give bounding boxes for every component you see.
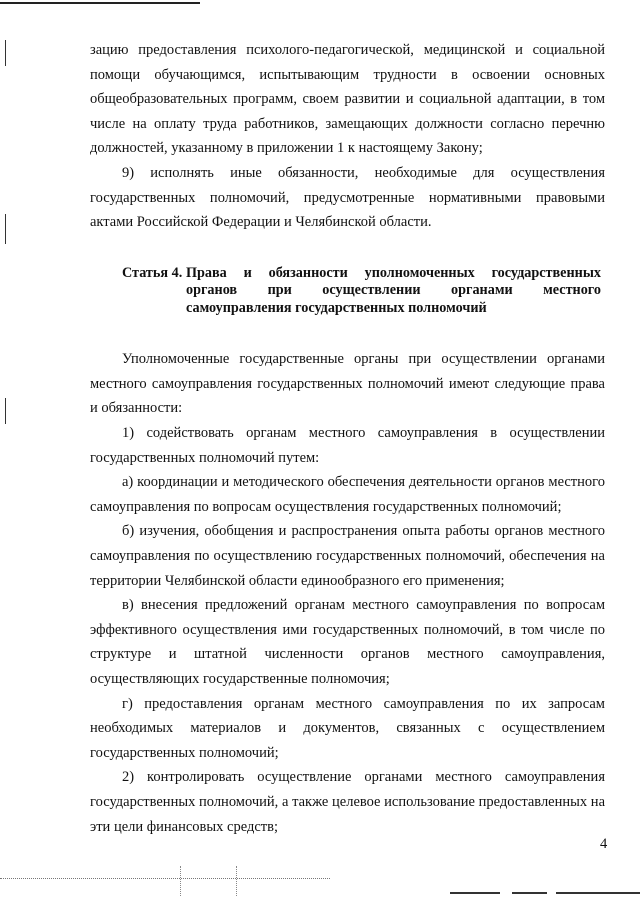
paragraph: Уполномоченные государственные органы при осуществлении органами местного самоуправления государственных полномочий имеют следующие права и обязанности:: [90, 351, 605, 417]
document-body: [90, 38, 605, 839]
paragraph: в) внесения предложений органам местного самоуправления по вопросам эффективного осуществления ими государственных полномочий, в том числе по структуре и штатной численности органов местного самоуправления, осуществляющих государственные полномочия;: [90, 597, 605, 687]
paragraph: а) координации и методического обеспечения деятельности органов местного самоуправления по вопросам осуществления государственных полномочий;: [90, 474, 605, 515]
paragraph: г) предоставления органам местного самоуправления по их запросам необходимых материалов и документов, связанных с осуществлением государственных полномочий;: [90, 695, 605, 761]
scan-mark: [180, 866, 182, 896]
article-number: Статья 4.: [122, 264, 183, 281]
scan-mark: [236, 866, 238, 896]
article-title: Права и обязанности уполномоченных государственных органов при осуществлении органами местного самоуправления государственных полномочий: [186, 264, 601, 316]
scan-dotted-line: [0, 878, 330, 880]
scan-mark: [5, 214, 6, 244]
bottom-rule: [450, 892, 500, 894]
top-rule: [0, 2, 200, 4]
bottom-rule: [512, 892, 547, 894]
bottom-rule: [556, 892, 640, 894]
scan-mark: [5, 398, 6, 424]
article-heading: [90, 265, 605, 318]
paragraph: 1) содействовать органам местного самоуправления в осуществлении государственных полномочий путем:: [90, 425, 605, 466]
scan-mark: [5, 40, 6, 66]
paragraph: 9) исполнять иные обязанности, необходимые для осуществления государственных полномочий, предусмотренные нормативными правовыми актами Российской Федерации и Челябинской области.: [90, 164, 605, 231]
paragraph: зацию предоставления психолого-педагогической, медицинской и социальной помощи обучающимся, испытывающим трудности в освоении основных общеобразовательных программ, своем развитии и социальной адаптации, в том числе на оплату труда работников, замещающих должности согласно перечню должностей, указанному в приложении 1 к настоящему Закону;: [90, 42, 605, 157]
paragraph: б) изучения, обобщения и распространения опыта работы органов местного самоуправления по осуществлению государственных полномочий, обеспечения на территории Челябинской области единообразного его применения;: [90, 523, 605, 589]
page-number: 4: [600, 836, 608, 852]
paragraph: 2) контролировать осуществление органами местного самоуправления государственных полномочий, а также целевое использование предоставленных на эти цели финансовых средств;: [90, 769, 605, 835]
